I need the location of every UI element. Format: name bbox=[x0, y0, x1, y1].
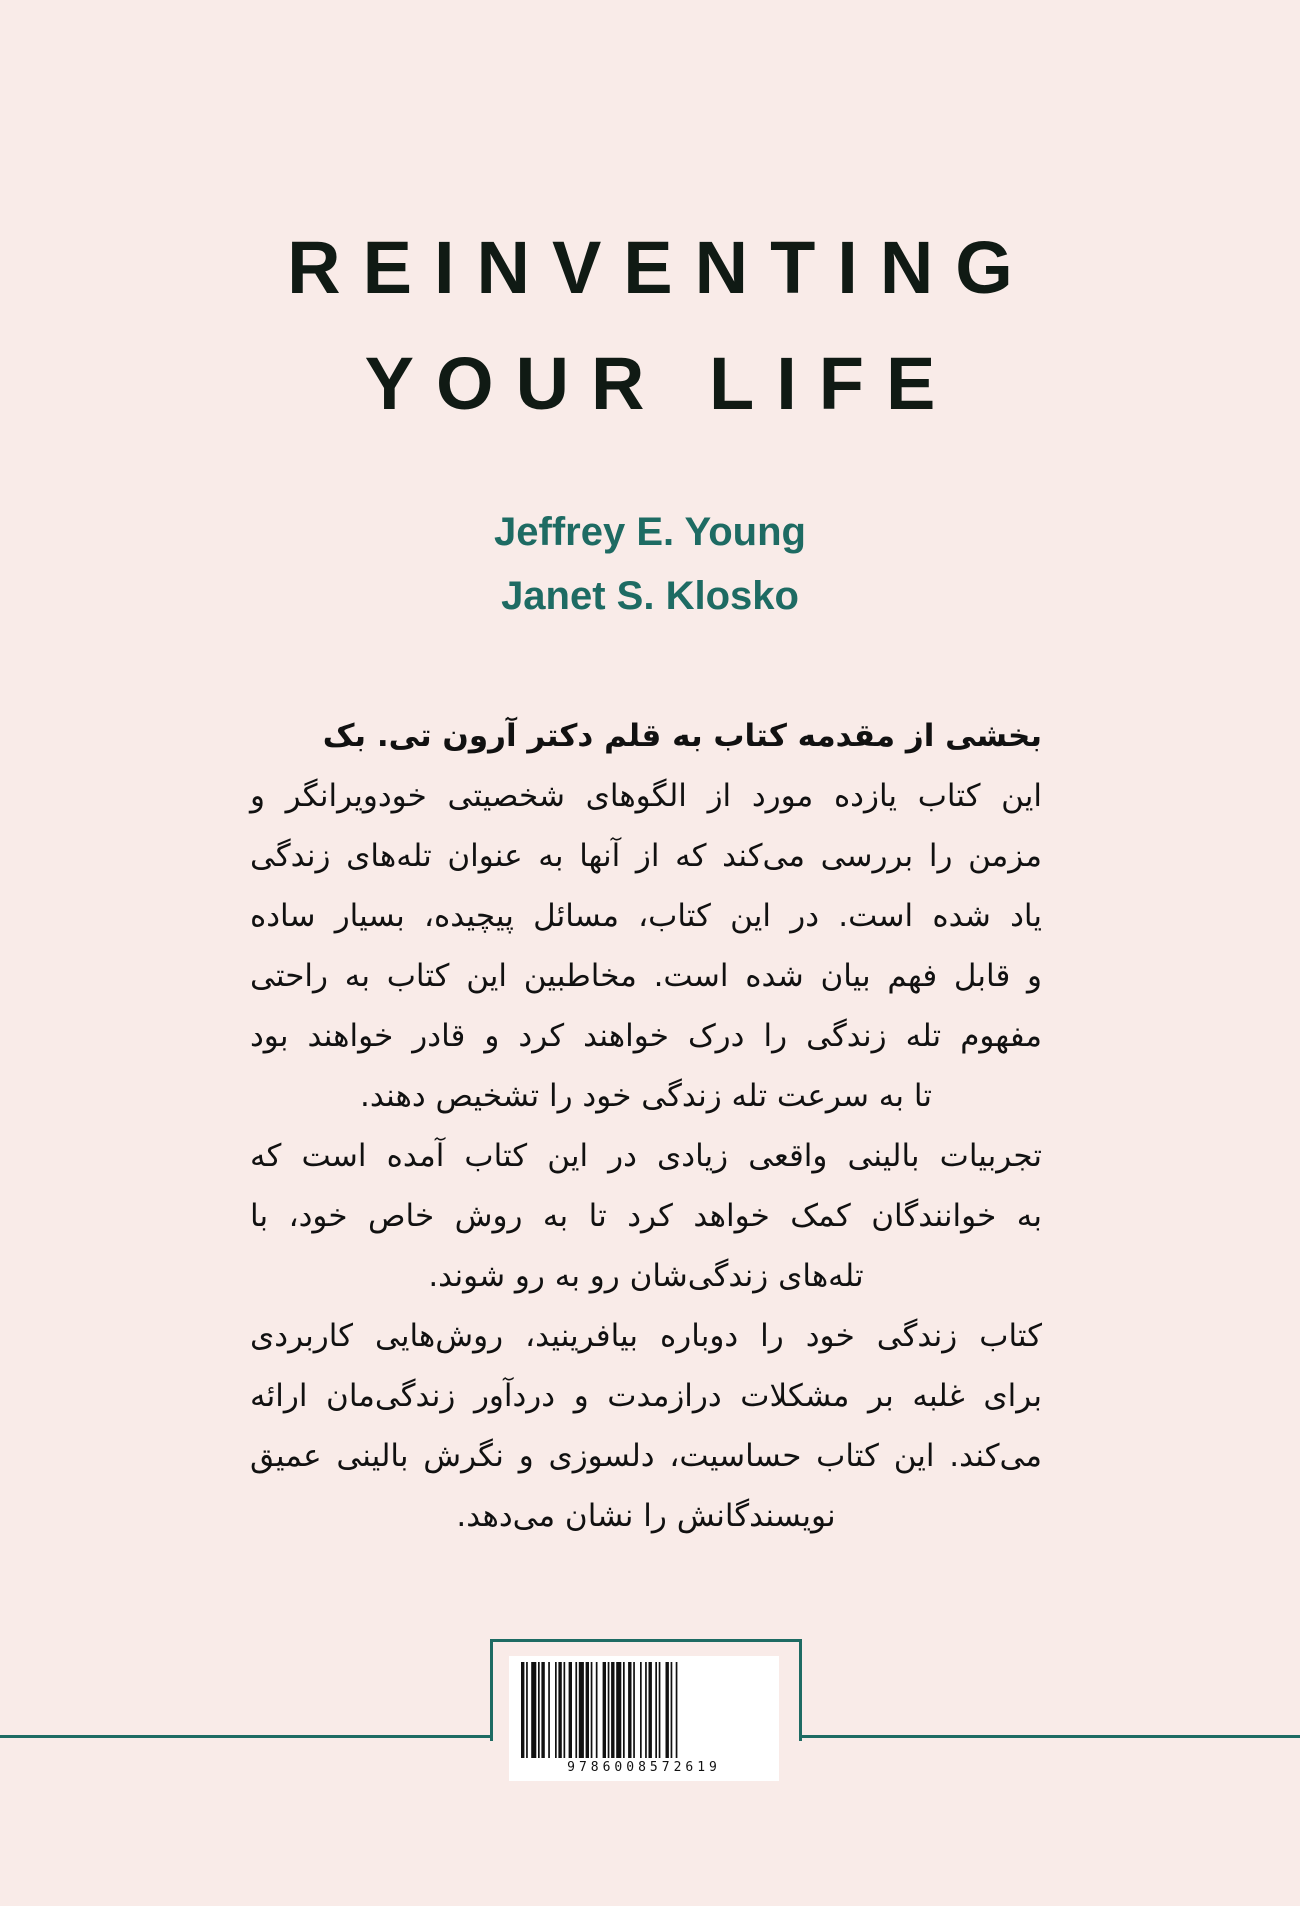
blurb-line: برای غلبه بر مشکلات درازمدت و دردآور زندگی‌مان ارائه bbox=[250, 1378, 1042, 1414]
blurb-line: این کتاب یازده مورد از الگوهای شخصیتی خودویرانگر و bbox=[250, 778, 1042, 814]
author-1: Jeffrey E. Young bbox=[494, 510, 806, 554]
blurb-line: مزمن را بررسی می‌کند که از آنها به عنوان تله‌های زندگی bbox=[250, 838, 1042, 874]
blurb-line: تا به سرعت تله زندگی خود را تشخیص دهند. bbox=[360, 1078, 932, 1114]
blurb-line: می‌کند. این کتاب حساسیت، دلسوزی و نگرش بالینی عمیق bbox=[250, 1438, 1042, 1474]
blurb-line: تله‌های زندگی‌شان رو به رو شوند. bbox=[428, 1258, 864, 1294]
blurb-line: نویسندگانش را نشان می‌دهد. bbox=[456, 1498, 836, 1534]
blurb bbox=[250, 706, 1042, 1546]
title-line-1: REINVENTING bbox=[287, 226, 1035, 309]
barcode-digits: 9786008572619 bbox=[567, 1760, 721, 1775]
authors bbox=[0, 500, 1300, 628]
author-2: Janet S. Klosko bbox=[501, 574, 799, 618]
blurb-line: یاد شده است. در این کتاب، مسائل پیچیده، بسیار ساده bbox=[250, 898, 1042, 934]
blurb-heading: بخشی از مقدمه کتاب به قلم دکتر آرون تی. بک bbox=[322, 718, 1042, 754]
title-line-2: YOUR LIFE bbox=[364, 342, 958, 425]
blurb-line: به خوانندگان کمک خواهد کرد تا به روش خاص خود، با bbox=[250, 1198, 1042, 1234]
blurb-line: مفهوم تله زندگی را درک خواهند کرد و قادر خواهند بود bbox=[250, 1018, 1042, 1054]
isbn-barcode bbox=[509, 1656, 779, 1781]
barcode-bars-icon bbox=[517, 1662, 771, 1758]
book-title bbox=[0, 210, 1300, 442]
blurb-line: و قابل فهم بیان شده است. مخاطبین این کتاب به راحتی bbox=[250, 958, 1042, 994]
blurb-line: کتاب زندگی خود را دوباره بیافرینید، روش‌هایی کاربردی bbox=[250, 1318, 1042, 1354]
blurb-line: تجربیات بالینی واقعی زیادی در این کتاب آمده است که bbox=[250, 1138, 1042, 1174]
